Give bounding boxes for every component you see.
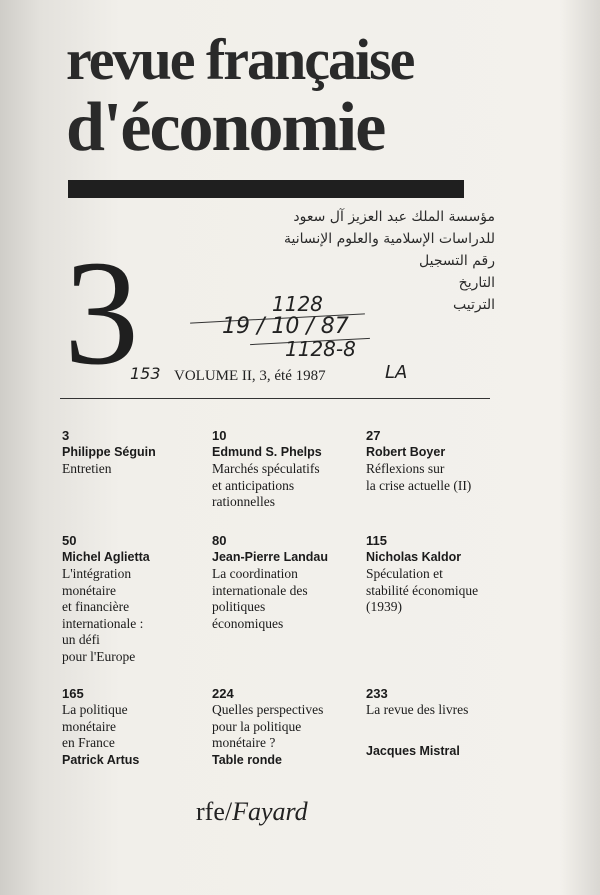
contents-rule: [60, 398, 490, 399]
entry-page: 27: [366, 428, 381, 443]
contents-entry: [62, 532, 212, 665]
entry-title: La revue des livres: [366, 702, 469, 717]
entry-page: 3: [62, 428, 70, 443]
contents-entry: [62, 427, 212, 478]
entry-page: 80: [212, 533, 227, 548]
entry-title: Spéculation et stabilité économique (1939): [366, 566, 479, 614]
contents-entry: [366, 427, 516, 494]
entry-author: Nicholas Kaldor: [366, 550, 462, 564]
entry-page: 115: [366, 533, 387, 548]
entry-author: Edmund S. Phelps: [212, 445, 322, 459]
entry-author: Jean-Pierre Landau: [212, 550, 329, 564]
stamp-line: رقم التسجيل: [419, 253, 495, 269]
stamp-line: مؤسسة الملك عبد العزيز آل سعود: [293, 209, 495, 225]
publisher-prefix: rfe/: [196, 797, 233, 826]
entry-page: 233: [366, 686, 388, 701]
entry-page: 10: [212, 428, 227, 443]
stamp-line: الترتيب: [453, 297, 495, 313]
entry-title: La politique monétaire en France: [62, 702, 128, 750]
stamp-line: للدراسات الإسلامية والعلوم الإنسانية: [284, 231, 495, 247]
entry-author: Michel Aglietta: [62, 550, 150, 564]
handwritten-initials: LA: [385, 362, 408, 383]
handwritten-note: 153: [130, 364, 161, 383]
entry-author: Patrick Artus: [62, 752, 140, 767]
contents-entry: [366, 685, 516, 760]
contents-entry: [62, 685, 212, 769]
masthead-bar: [68, 180, 464, 198]
entry-title: Réflexions sur la crise actuelle (II): [366, 461, 472, 493]
entry-author: Table ronde: [212, 752, 282, 767]
masthead-title-line1: revue française: [66, 27, 414, 92]
issue-number: 3: [64, 230, 139, 396]
publisher-imprint: [196, 797, 308, 827]
entry-title: Marchés spéculatifs et anticipations rationnelles: [212, 461, 320, 509]
entry-page: 165: [62, 686, 84, 701]
entry-title: La coordination internationale des politiques économiques: [212, 566, 308, 631]
entry-title: Entretien: [62, 461, 112, 476]
stamp-line: التاريخ: [458, 275, 495, 291]
stamp-order-number: 1128-8: [285, 337, 356, 361]
entry-author: Philippe Séguin: [62, 445, 156, 459]
entry-page: 50: [62, 533, 77, 548]
contents-entry: [366, 532, 516, 616]
entry-title: L'intégration monétaire et financière internationale : un défi pour l'Europe: [62, 566, 144, 664]
entry-title: Quelles perspectives pour la politique monétaire ?: [212, 702, 324, 750]
publisher-name: Fayard: [232, 797, 308, 826]
contents-entry: [212, 532, 362, 632]
contents-entry: [212, 685, 362, 769]
library-stamp: [205, 206, 495, 316]
entry-author: Robert Boyer: [366, 445, 446, 459]
entry-author: Jacques Mistral: [366, 743, 460, 758]
entry-page: 224: [212, 686, 234, 701]
contents-entry: [212, 427, 362, 511]
volume-line: VOLUME II, 3, été 1987: [174, 368, 326, 384]
stamp-date: 19 / 10 / 87: [222, 314, 349, 339]
stamp-registration-number: 1128: [272, 292, 323, 316]
masthead-title-line2: d'économie: [66, 89, 385, 166]
